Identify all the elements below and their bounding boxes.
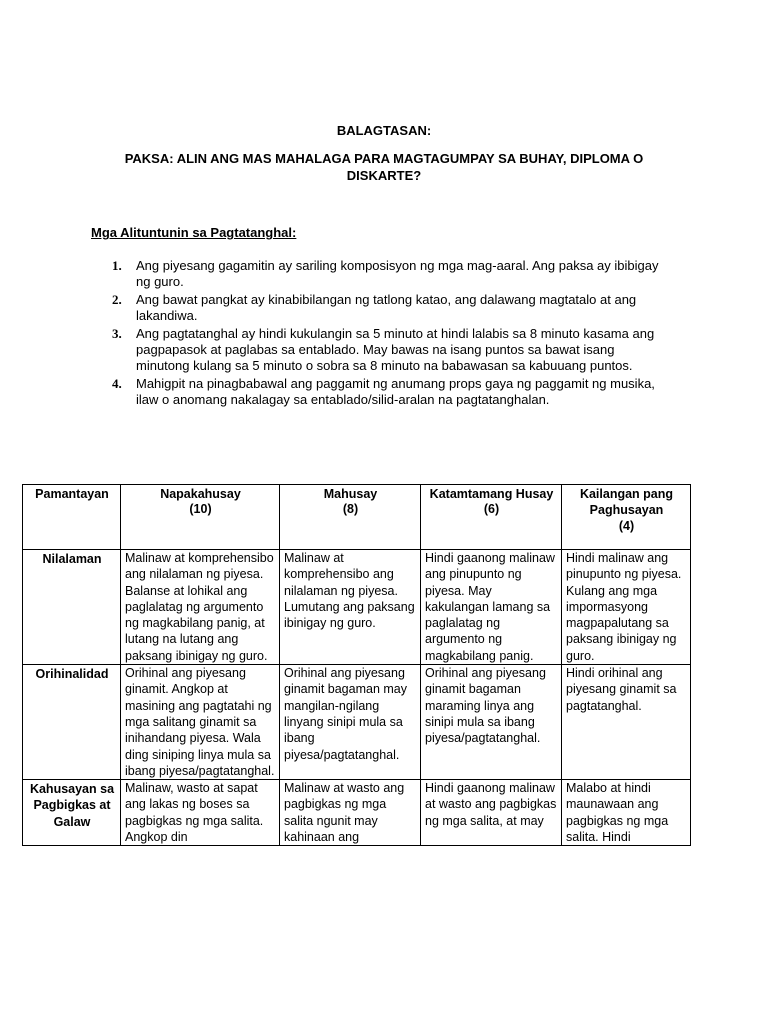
criterion-label: Orihinalidad bbox=[23, 665, 121, 780]
guideline-item bbox=[110, 376, 670, 408]
guideline-text: Mahigpit na pinagbabawal ang paggamit ng anumang props gaya ng paggamit ng musika, ilaw o anomang nakalagay sa entablado/silid-aralan na pagtatanghalan. bbox=[136, 376, 655, 407]
rubric-cell: Orihinal ang piyesang ginamit bagaman may mangilan-ngilang linyang sinipi mula sa ibang piyesa/pagtatanghal. bbox=[280, 665, 421, 780]
rubric-cell: Malabo at hindi maunawaan ang pagbigkas ng mga salita. Hindi bbox=[562, 780, 691, 846]
guideline-number: 4. bbox=[112, 376, 122, 391]
rubric-cell: Malinaw at komprehensibo ang nilalaman ng piyesa. Lumutang ang paksang ibinigay ng guro. bbox=[280, 550, 421, 665]
guidelines-list bbox=[110, 258, 670, 410]
criterion-label: Kahusayan sa Pagbigkas at Galaw bbox=[23, 780, 121, 846]
rubric-cell: Hindi gaanong malinaw ang pinupunto ng piyesa. May kakulangan lamang sa paglalatag ng argumento ng magkabilang panig. bbox=[421, 550, 562, 665]
rubric-cell: Hindi orihinal ang piyesang ginamit sa pagtatanghal. bbox=[562, 665, 691, 780]
rubric-cell: Orihinal ang piyesang ginamit. Angkop at masining ang pagtatahi ng mga salitang ginamit sa inihandang piyesa. Wala ding siniping linya mula sa ibang piyesa/pagtatanghal. bbox=[121, 665, 280, 780]
guideline-number: 3. bbox=[112, 326, 122, 341]
guideline-text: Ang piyesang gagamitin ay sariling komposisyon ng mga mag-aaral. Ang paksa ay ibibigay ng guro. bbox=[136, 258, 659, 289]
header-points: (10) bbox=[189, 502, 212, 517]
header-level-3 bbox=[421, 485, 562, 550]
rubric-row-nilalaman bbox=[23, 550, 691, 665]
header-label: Kailangan pang Paghusayan bbox=[579, 487, 674, 518]
header-points: (6) bbox=[483, 502, 500, 517]
rubric-cell: Orihinal ang piyesang ginamit bagaman maraming linya ang sinipi mula sa ibang piyesa/pagtatanghal. bbox=[421, 665, 562, 780]
guideline-text: Ang pagtatanghal ay hindi kukulangin sa 5 minuto at hindi lalabis sa 8 minuto kasama ang pagpapasok at paglabas sa entablado. May bawas na isang puntos sa bawat isang minutong kulang sa 5 minuto o sobra sa 8 minuto na babawasan sa kabuuang puntos. bbox=[136, 326, 655, 373]
guideline-item bbox=[110, 258, 670, 290]
rubric-cell: Malinaw at komprehensibo ang nilalaman ng piyesa. Balanse at lohikal ang paglalatag ng argumento ng magkabilang panig, at lutang na lutang ang paksang ibinigay ng guro. bbox=[121, 550, 280, 665]
rubric-row-orihinalidad bbox=[23, 665, 691, 780]
guideline-item bbox=[110, 292, 670, 324]
rubric-header-row bbox=[23, 485, 691, 550]
header-label: Pamantayan bbox=[35, 487, 109, 501]
header-level-1 bbox=[121, 485, 280, 550]
guideline-text: Ang bawat pangkat ay kinabibilangan ng tatlong katao, ang dalawang magtatalo at ang lakandiwa. bbox=[136, 292, 637, 323]
rubric-cell: Hindi malinaw ang pinupunto ng piyesa. Kulang ang mga impormasyong magpapalutang sa paksang ibinigay ng guro. bbox=[562, 550, 691, 665]
guideline-item bbox=[110, 326, 670, 374]
debate-topic: PAKSA: ALIN ANG MAS MAHALAGA PARA MAGTAGUMPAY SA BUHAY, DIPLOMA O DISKARTE? bbox=[124, 151, 644, 183]
rubric-row-kahusayan bbox=[23, 780, 691, 846]
guideline-number: 1. bbox=[112, 258, 122, 273]
header-points: (8) bbox=[342, 502, 359, 517]
rubric-cell: Malinaw at wasto ang pagbigkas ng mga salita ngunit may kahinaan ang bbox=[280, 780, 421, 846]
header-points: (4) bbox=[618, 518, 635, 533]
criterion-label: Nilalaman bbox=[23, 550, 121, 665]
header-label: Napakahusay bbox=[160, 487, 241, 501]
rubric-table bbox=[22, 484, 691, 846]
header-level-2 bbox=[280, 485, 421, 550]
rubric-cell: Hindi gaanong malinaw at wasto ang pagbigkas ng mga salita, at may bbox=[421, 780, 562, 846]
document-title: BALAGTASAN: bbox=[336, 123, 432, 138]
guidelines-heading: Mga Alituntunin sa Pagtatanghal: bbox=[91, 225, 297, 240]
header-level-4 bbox=[562, 485, 691, 550]
header-label: Katamtamang Husay bbox=[429, 487, 554, 501]
header-label: Mahusay bbox=[323, 487, 378, 501]
rubric-cell: Malinaw, wasto at sapat ang lakas ng boses sa pagbigkas ng mga salita. Angkop din bbox=[121, 780, 280, 846]
header-criteria bbox=[23, 485, 121, 550]
guideline-number: 2. bbox=[112, 292, 122, 307]
